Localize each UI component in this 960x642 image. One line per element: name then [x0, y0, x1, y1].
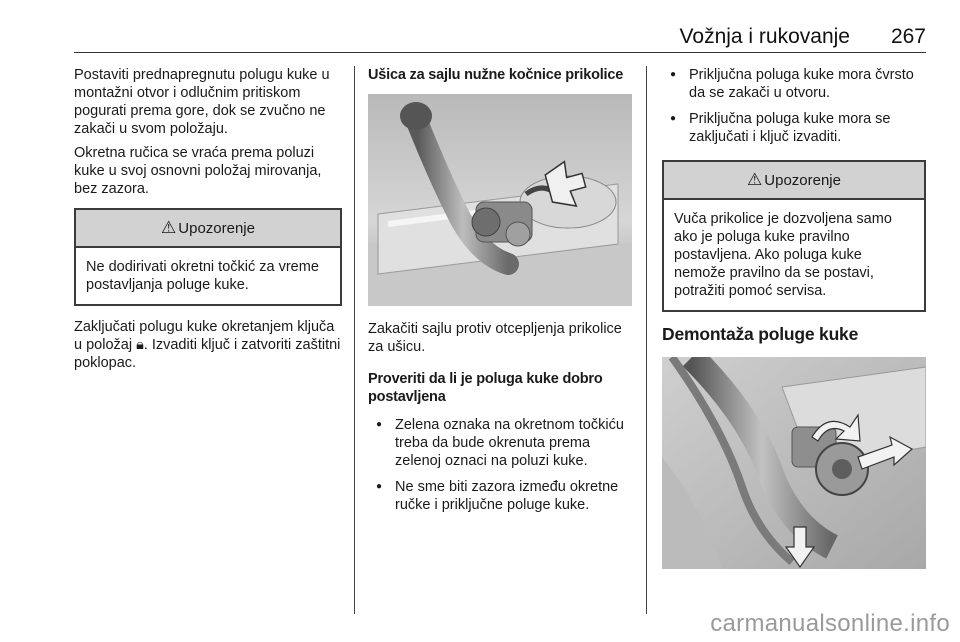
paragraph-install: Postaviti prednapregnutu polugu kuke u montažni otvor i odlučnim pritiskom pogurati prema gore, dok se zvučno ne zakači u svom položaju. [74, 67, 330, 137]
column-divider-2 [646, 66, 647, 614]
column-3 [662, 66, 926, 569]
list-item: ● Zelena oznaka na okretnom točkiću treba da bude okrenuta prema zelenoj oznaci na poluzi kuke. [368, 416, 632, 470]
warning-text: Vuča prikolice je dozvoljena samo ako je poluga kuke pravilno postavljena. Ako poluga kuke nemože pravilno da se postavi, potražiti pomoć servisa. [674, 211, 892, 299]
removal-heading: Demontaža poluge kuke [662, 324, 859, 344]
list-item: ● Priključna poluga kuke mora se zaključati i ključ izvaditi. [662, 110, 926, 146]
eyelet-heading: Ušica za sajlu nužne kočnice prikolice [368, 67, 624, 83]
eyelet-caption: Zakačiti sajlu protiv otcepljenja prikolice za ušicu. [368, 321, 622, 355]
warning-triangle-icon: ⚠ [747, 170, 763, 189]
check-heading: Proveriti da li je poluga kuke dobro postavljena [368, 371, 603, 405]
paragraph-lock: Zaključati polugu kuke okretanjem ključa u položaj 🔒︎. Izvaditi ključ i zatvoriti zaštitni poklopac. [74, 319, 341, 371]
warning-triangle-icon: ⚠ [161, 218, 177, 237]
list-item: ● Priključna poluga kuke mora čvrsto da se zakači u otvoru. [662, 66, 926, 102]
column-divider-1 [354, 66, 355, 614]
removal-illustration [662, 357, 926, 569]
section-title: Vožnja i rukovanje [679, 25, 850, 48]
watermark: carmanualsonline.info [710, 610, 950, 637]
page-number: 267 [890, 25, 926, 48]
warning-box [74, 208, 342, 306]
check-list [368, 416, 632, 514]
column-1 [74, 66, 342, 378]
eyelet-illustration [368, 94, 632, 306]
list-item: ● Ne sme biti zazora između okretne ručke i priključne poluge kuke. [368, 478, 632, 514]
warning-box [662, 160, 926, 312]
warning-header [76, 210, 340, 248]
requirements-list [662, 66, 926, 146]
paragraph-return: Okretna ručica se vraća prema poluzi kuke u svoj osnovni položaj mirovanja, bez zazora. [74, 145, 322, 197]
warning-title: Upozorenje [764, 171, 841, 189]
warning-text: Ne dodirivati okretni točkić za vreme postavljanja poluge kuke. [86, 259, 319, 293]
column-2 [368, 66, 632, 522]
warning-header [664, 162, 924, 200]
page-header [74, 22, 926, 53]
warning-title: Upozorenje [178, 219, 255, 237]
